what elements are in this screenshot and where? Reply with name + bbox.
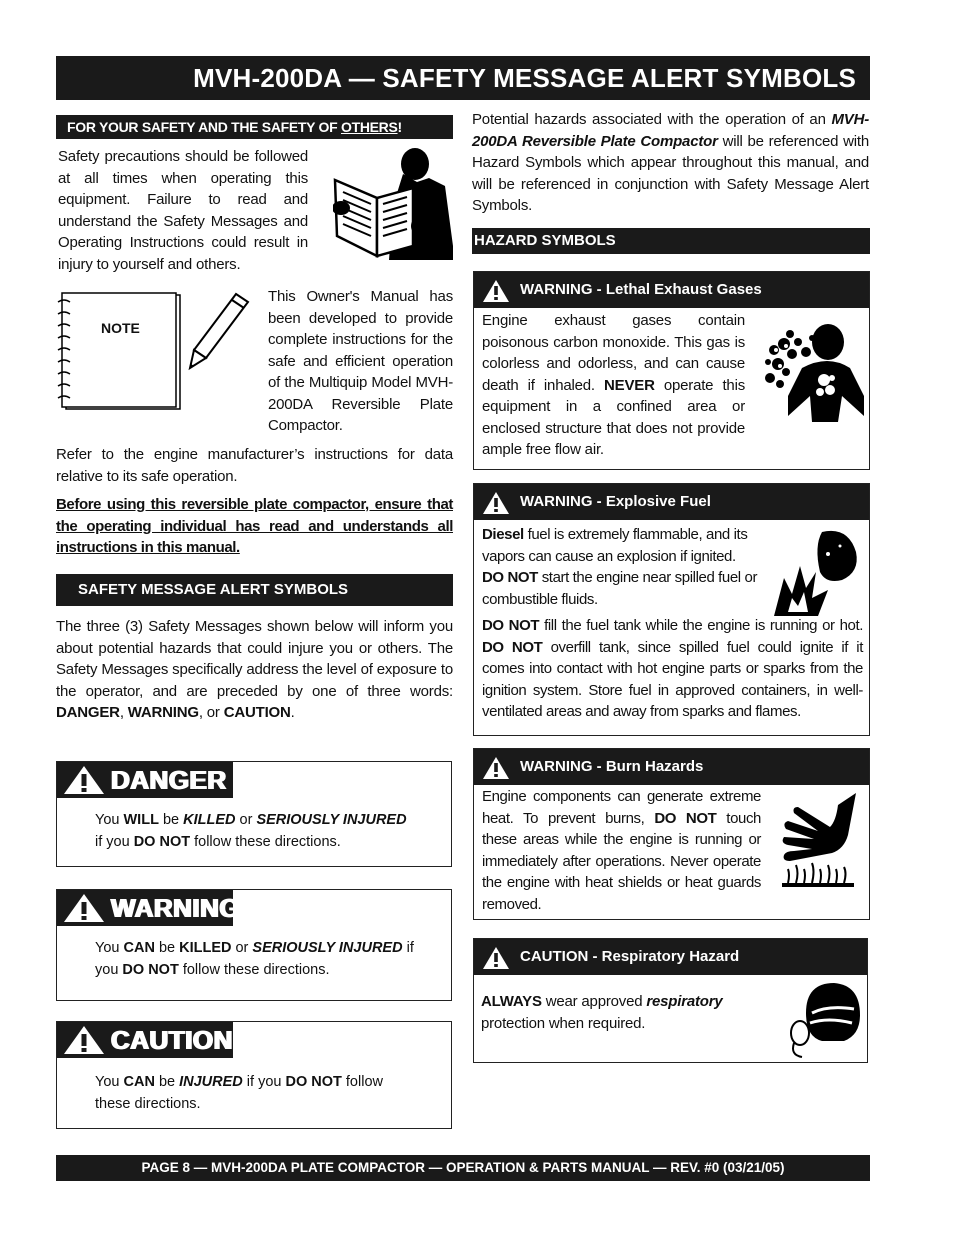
fuel-p2-donot-1: DO NOT [482,617,540,634]
burn-text [482,786,761,915]
exhaust-gas-icon [762,320,866,424]
pencil-icon [186,290,252,372]
danger-t9: follow these directions. [190,833,341,850]
resp-always: ALWAYS [481,993,542,1010]
caution-box [56,1021,452,1129]
resp-b: wear approved [541,993,647,1010]
warning-t3: be [154,940,180,956]
alert-triangle-icon [482,279,510,303]
exhaust-text [482,310,745,461]
warning-box [56,889,452,1001]
exhaust-never: NEVER [604,376,655,394]
sma-heading: SAFETY MESSAGE ALERT SYMBOLS [56,574,453,606]
word-warning: WARNING [127,704,199,721]
caution-t5: if you [242,1074,286,1090]
caution-t1: You [95,1074,124,1090]
before-using-paragraph [56,494,453,559]
burn-a: Engine components can generate extreme heat. To prevent burns, [482,788,761,827]
caution-t7: follow [341,1074,383,1090]
respiratory-title: CAUTION - Respiratory Hazard [520,948,740,965]
alert-triangle-icon [63,765,105,795]
caution-text [95,1072,383,1115]
warning-t5: or [231,940,253,956]
alert-triangle-icon [482,491,510,515]
caution-t6: DO NOT [285,1074,342,1090]
fuel-p1-b: fuel is extremely flammable, and its vapors can cause an explosion if ignited. [482,526,748,565]
before-using-text: Before using this reversible plate compactor, ensure that the operating individual has read and understands all instructions in this manual. [56,496,453,556]
sma-paragraph [56,616,453,724]
caution-t4: INJURED [179,1074,243,1090]
caution-t2: CAN [123,1074,155,1090]
warning-t10: follow these directions. [178,961,330,978]
word-danger: DANGER [56,704,120,721]
burn-box [473,748,870,920]
warning-label-bar [57,890,241,926]
manual-paragraph: This Owner's Manual has been developed to provide complete instructions for the safe and efficient operation of the Multiquip Model MVH-200DA Reversible Plate Compactor. [268,288,453,434]
person-reading-icon [333,146,455,262]
hazard-symbols-heading: HAZARD SYMBOLS [472,228,870,254]
fuel-p1-d: start the engine near spilled fuel or combustible fluids. [482,569,758,608]
notebook-icon [56,292,186,412]
fuel-title-bar [474,484,869,520]
warning-label: WARNING [111,893,241,923]
respiratory-title-bar [474,939,867,975]
safety-heading-underlined: OTHERS [340,119,398,135]
burn-donot: DO NOT [654,809,717,827]
respirator-icon [788,979,864,1061]
danger-t5: or [235,812,257,828]
warning-t7: if [402,940,414,956]
fuel-paragraph-1 [482,524,760,610]
burn-title: WARNING - Burn Hazards [520,758,704,775]
safety-heading [56,115,453,139]
intro-a: Potential hazards associated with the operation of an [472,111,832,128]
word-caution: CAUTION [223,704,291,721]
page-title: MVH-200DA — SAFETY MESSAGE ALERT SYMBOLS [56,56,870,100]
fuel-p2-d: overfill tank, since spilled fuel could ignite if it comes into contact with hot engine parts or sparks from the ignition system. Store fuel in approved containers, in well-ventilated areas and away from sparks and flames. [482,638,863,720]
danger-t2: WILL [123,812,159,828]
engine-paragraph: Refer to the engine manufacturer’s instructions for data relative to its safe operation. [56,446,453,485]
caution-label-bar [57,1022,233,1058]
respiratory-text [481,991,771,1034]
fuel-p1-donot: DO NOT [482,569,538,586]
warning-t8: you [95,961,123,978]
danger-t1: You [95,812,124,828]
danger-t3: be [158,812,184,828]
safety-heading-pre: FOR YOUR SAFETY AND THE SAFETY OF [67,119,341,135]
sma-period: . [290,704,295,721]
exhaust-c: operate this equipment in a confined area or enclosed structure that does not provide ample free flow air. [482,376,746,458]
fuel-diesel: Diesel [482,526,524,543]
danger-t7: if you [95,833,134,850]
intro-c: will be referenced with Hazard Symbols which appear throughout this manual, and will be referenced in conjunction with Safety Message Alert Symbols. [472,132,869,214]
safety-heading-post: ! [397,119,402,135]
warning-t6: SERIOUSLY INJURED [252,940,403,956]
exhaust-title: WARNING - Lethal Exhaust Gases [520,281,762,298]
exhaust-box [473,271,870,470]
danger-label: DANGER [111,765,227,795]
fuel-box [473,483,870,736]
danger-label-bar [57,762,233,798]
note-label: NOTE [101,320,140,336]
warning-text [95,938,414,981]
alert-triangle-icon [63,1025,105,1055]
sma-paragraph-text: The three (3) Safety Messages shown below will inform you about potential hazards that could injure you or others. The Safety Messages specifically address the level of exposure to the operator, and are preceded by one of three words: [56,618,453,700]
danger-t4: KILLED [183,812,236,828]
burn-c: touch these areas while the engine is running or immediately after operations. Never operate the engine with heat shields or heat guards removed. [482,809,761,913]
warning-t2: CAN [123,940,155,956]
fuel-paragraph-2 [482,615,863,723]
intro-paragraph [472,109,869,217]
exhaust-title-bar [474,272,869,308]
danger-t8: DO NOT [133,833,191,850]
danger-box [56,761,452,867]
fuel-p2-b: fill the fuel tank while the engine is running or hot. [539,617,864,634]
caution-t8: these directions. [95,1095,201,1112]
caution-t3: be [154,1074,180,1090]
exhaust-a: Engine exhaust gases contain poisonous carbon monoxide. This gas is colorless and odorless, and can cause death if inhaled. [482,312,745,394]
respiratory-box [473,938,868,1063]
warning-t1: You [95,940,124,956]
fuel-p2-donot-2: DO NOT [482,638,543,656]
sma-comma-1: , [119,704,128,721]
fuel-title: WARNING - Explosive Fuel [520,493,711,510]
alert-triangle-icon [482,946,510,970]
alert-triangle-icon [63,893,105,923]
resp-d: protection when required. [481,1014,646,1032]
intro-model: MVH-200DA Reversible Plate Compactor [472,111,869,150]
danger-t6: SERIOUSLY INJURED [256,812,407,828]
danger-text [95,810,407,853]
safety-paragraph: Safety precautions should be followed at all times when operating this equipment. Failure to read and understand the Safety Messages and Operating Instructions could result in injury to yourself and others. [58,148,308,273]
burn-title-bar [474,749,869,785]
page-footer: PAGE 8 — MVH-200DA PLATE COMPACTOR — OPERATION & PARTS MANUAL — REV. #0 (03/21/05) [56,1155,870,1181]
warning-t9: DO NOT [122,961,179,978]
caution-label: CAUTION [111,1025,233,1055]
explosion-icon [770,526,862,618]
alert-triangle-icon [482,756,510,780]
resp-respiratory: respiratory [646,993,723,1010]
warning-t4: KILLED [179,940,232,956]
burn-hand-icon [778,791,862,891]
sma-comma-2: , or [198,704,224,721]
